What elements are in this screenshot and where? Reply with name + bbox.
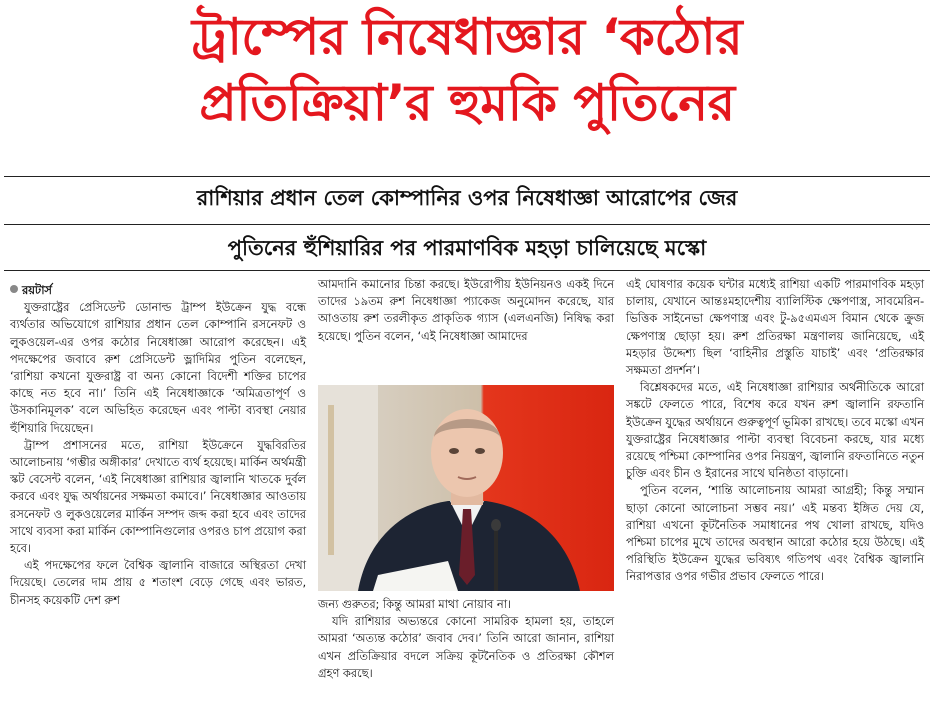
portrait-illustration xyxy=(318,385,614,591)
article-column-3 xyxy=(626,276,924,586)
article-column-2-top xyxy=(318,276,614,345)
paragraph: যুক্তরাষ্ট্রের প্রেসিডেন্ট ডোনাল্ড ট্রাম্প ইউক্রেন যুদ্ধ বন্ধে ব্যর্থতার অভিযোগে রাশিয়ার প্রধান তেল কোম্পানি রসনেফট ও লুকওয়েল-এর ওপর কঠোর নিষেধাজ্ঞা আরোপ করেছেন। এই পদক্ষেপের জবাবে রুশ প্রেসিডেন্ট ভ্লাদিমির পুতিন বলেছেন, ‘রাশিয়া কখনো যুক্তরাষ্ট্র বা অন্য কোনো বিদেশী শক্তির চাপের কাছে নত হবে না।’ তিনি এই নিষেধাজ্ঞাকে ‘অমিত্রতাপূর্ণ ও উসকানিমূলক’ বলে অভিহিত করেছেন এবং পাল্টা ব্যবস্থা নেয়ার হুঁশিয়ারি দিয়েছেন। xyxy=(10,300,306,435)
top-rule xyxy=(4,176,930,177)
dateline-source: রয়টার্স xyxy=(22,283,52,297)
paragraph: আমদানি কমানোর চিন্তা করছে। ইউরোপীয় ইউনিয়নও একই দিনে তাদের ১৯তম রুশ নিষেধাজ্ঞা প্যাকেজ অনুমোদন করেছে, যার আওতায় রুশ তরলীকৃত প্রাকৃতিক গ্যাস (এলএনজি) নিষিদ্ধ করা হয়েছে। পুতিন বলেন, ‘এই নিষেধাজ্ঞা আমাদের xyxy=(318,277,614,343)
article-column-1 xyxy=(10,282,306,609)
subheadline-1: রাশিয়ার প্রধান তেল কোম্পানির ওপর নিষেধাজ্ঞা আরোপের জের xyxy=(196,186,738,210)
paragraph: জন্য গুরুতর; কিন্তু আমরা মাথা নোয়াব না। xyxy=(318,597,512,611)
bottom-rule xyxy=(4,270,930,271)
dateline xyxy=(10,282,306,299)
paragraph: যদি রাশিয়ার অভ্যন্তরে কোনো সামরিক হামলা হয়, তাহলে আমরা ‘অত্যন্ত কঠোর’ জবাব দেব।’ তিনি আরো জানান, রাশিয়া এখন প্রতিক্রিয়ার বদলে সক্রিয় কূটনৈতিক ও প্রতিরক্ষা কৌশল গ্রহণ করছে। xyxy=(318,614,614,680)
headline-line-2: প্রতিক্রিয়া’র হুমকি পুতিনের xyxy=(199,74,735,132)
putin-photo xyxy=(318,385,614,591)
headline-line-1: ট্রাম্পের নিষেধাজ্ঞার ‘কঠোর xyxy=(191,8,743,66)
headline xyxy=(0,4,934,136)
middle-rule xyxy=(4,224,930,225)
paragraph: এই পদক্ষেপের ফলে বৈশ্বিক জ্বালানি বাজারে অস্থিরতা দেখা দিয়েছে। তেলের দাম প্রায় ৫ শতাংশ বেড়ে গেছে এবং ভারত, চীনসহ কয়েকটি দেশ রুশ xyxy=(10,558,306,607)
article-column-2-bottom xyxy=(318,596,614,682)
paragraph: এই ঘোষণার কয়েক ঘন্টার মধ্যেই রাশিয়া একটি পারমাণবিক মহড়া চালায়, যেখানে আন্তঃমহাদেশীয় ব্যালিস্টিক ক্ষেপণাস্ত্র, সাবমেরিন-ভিত্তিক সাইনেভা ক্ষেপণাস্ত্র এবং টু-৯৫এমএস বিমান থেকে ক্রুজ ক্ষেপণাস্ত্র ছোড়া হয়। রুশ প্রতিরক্ষা মন্ত্রণালয় জানিয়েছে, এই মহড়ার উদ্দেশ্য ছিল ‘বাহিনীর প্রস্তুতি যাচাই’ এবং ‘প্রতিরক্ষার সক্ষমতা প্রদর্শন’। xyxy=(626,277,924,378)
subheadline-2: পুতিনের হুঁশিয়ারির পর পারমাণবিক মহড়া চালিয়েছে মস্কো xyxy=(227,236,707,260)
paragraph: ট্রাম্প প্রশাসনের মতে, রাশিয়া ইউক্রেনে যুদ্ধবিরতির আলোচনায় ‘গম্ভীর অঙ্গীকার’ দেখাতে ব্যর্থ হয়েছে। মার্কিন অর্থমন্ত্রী স্কট বেসেন্ট বলেন, ‘এই নিষেধাজ্ঞা রাশিয়ার জ্বালানি খাতকে দুর্বল করবে এবং যুদ্ধ অর্থায়নের সক্ষমতা কমাবে।’ নিষেধাজ্ঞার আওতায় রসনেফট ও লুকওয়েলের মার্কিন সম্পদ জব্দ করা হবে এবং তাদের সাথে ব্যবসা করা মার্কিন কোম্পানিগুলোর ওপরও চাপ প্রয়োগ করা হবে। xyxy=(10,437,306,556)
paragraph: বিশ্লেষকদের মতে, এই নিষেধাজ্ঞা রাশিয়ার অর্থনীতিকে আরো সঙ্কটে ফেলতে পারে, বিশেষ করে যখন রুশ জ্বালানি রফতানি ইউক্রেন যুদ্ধের অর্থায়নে গুরুত্বপূর্ণ ভূমিকা রাখছে। তবে মস্কো এখন যুক্তরাষ্ট্রের নিষেধাজ্ঞার পাল্টা ব্যবস্থা বিবেচনা করছে, যার মধ্যে রয়েছে পশ্চিমা কোম্পানির ওপর নিয়ন্ত্রণ, জ্বালানি রফতানিতে নতুন চুক্তি এবং চীন ও ইরানের সাথে ঘনিষ্ঠতা বাড়ানো। xyxy=(626,380,924,481)
paragraph: পুতিন বলেন, ‘শান্তি আলোচনায় আমরা আগ্রহী; কিন্তু সম্মান ছাড়া কোনো আলোচনা সম্ভব নয়।’ এই মন্তব্য ইঙ্গিত দেয় যে, রাশিয়া এখনো কূটনৈতিক সমাধানের পথ খোলা রাখছে, যদিও পশ্চিমা চাপের মুখে তাদের অবস্থান আরো কঠোর হয়ে উঠছে। এই পরিস্থিতি ইউক্রেন যুদ্ধের ভবিষ্যৎ গতিপথ এবং বৈশ্বিক জ্বালানি নিরাপত্তার ওপর গভীর প্রভাব ফেলতে পারে। xyxy=(626,483,924,584)
bullet-icon xyxy=(10,285,18,293)
